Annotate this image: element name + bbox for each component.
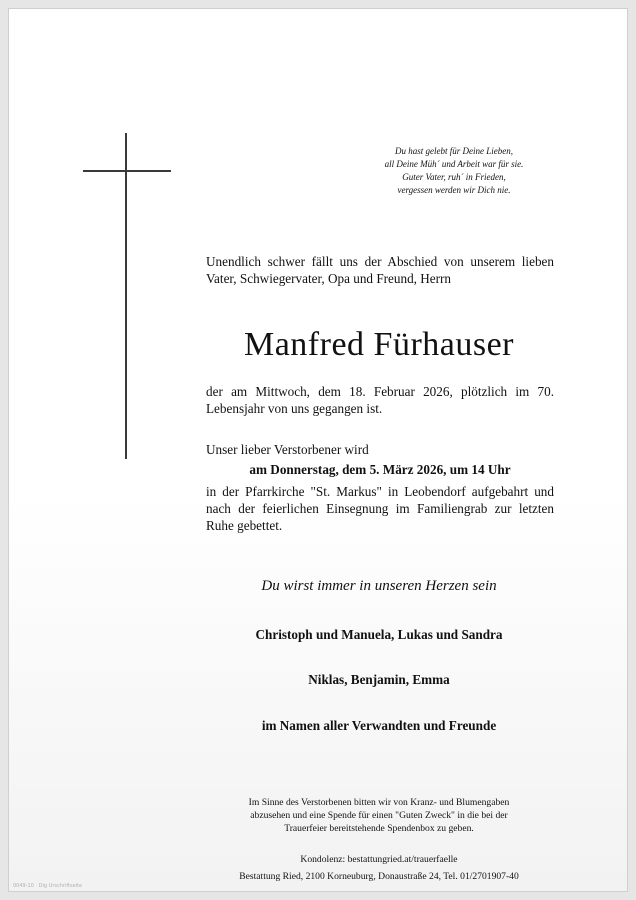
family-line: im Namen aller Verwandten und Freunde — [261, 718, 497, 733]
poem-line: Guter Vater, ruh´ in Frieden, — [402, 172, 506, 182]
memorial-poem — [339, 145, 569, 197]
condolence-link: Kondolenz: bestattungried.at/trauerfaelle — [300, 854, 458, 865]
poem-line: vergessen werden wir Dich nie. — [397, 185, 511, 195]
family-line: Christoph und Manuela, Lukas und Sandra — [255, 627, 503, 642]
cross-icon-horizontal-beam — [83, 170, 171, 172]
poem-line: Du hast gelebt für Deine Lieben, — [395, 146, 513, 156]
intro-text: Unendlich schwer fällt uns der Abschied von unserem lieben Vater, Schwiegervater, Opa und Freund, Herrn — [206, 254, 554, 286]
poem-line: all Deine Müh´ und Arbeit war für sie. — [384, 159, 524, 169]
memorial-motto: Du wirst immer in unseren Herzen sein — [261, 578, 497, 594]
death-notice: der am Mittwoch, dem 18. Februar 2026, plötzlich im 70. Lebensjahr von uns gegangen ist. — [206, 384, 554, 416]
donation-line: abzusehen und eine Spende für einen "Guten Zweck" in die bei der — [250, 810, 508, 821]
funeral-details: in der Pfarrkirche "St. Markus" in Leobendorf aufgebahrt und nach der feierlichen Einsegnung im Familiengrab zur letzten Ruhe gebettet. — [206, 484, 554, 533]
deceased-name: Manfred Fürhauser — [243, 326, 515, 363]
obituary-page — [8, 8, 628, 892]
funeral-intro: Unser lieber Verstorbener wird — [206, 442, 369, 457]
donation-line: Im Sinne des Verstorbenen bitten wir von Kranz- und Blumengaben — [248, 797, 510, 808]
family-line: Niklas, Benjamin, Emma — [308, 672, 450, 687]
cross-icon-vertical-beam — [125, 133, 127, 459]
funeral-home-footer: Bestattung Ried, 2100 Korneuburg, Donaustraße 24, Tel. 01/2701907-40 — [239, 871, 519, 882]
print-code: 0049-10 · Dig Urschriftseite — [13, 883, 83, 889]
donation-line: Trauerfeier bereitstehende Spendenbox zu geben. — [284, 823, 474, 834]
funeral-date: am Donnerstag, dem 5. März 2026, um 14 Uhr — [249, 462, 511, 477]
donation-request — [179, 796, 579, 835]
